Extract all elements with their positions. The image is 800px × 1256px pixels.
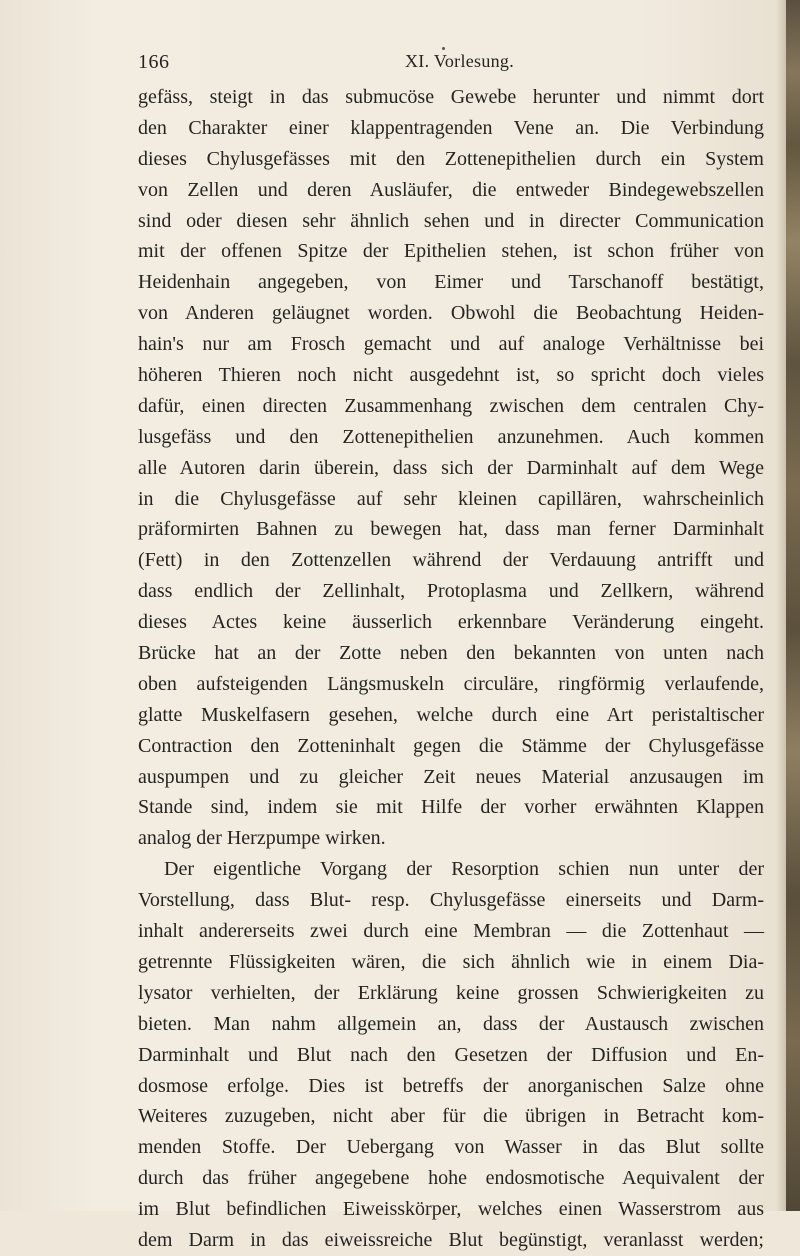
page-edge-shadow	[776, 0, 786, 1211]
text-line: in die Chylusgefässe auf sehr kleinen capillären, wahrscheinlich	[138, 487, 764, 510]
text-line: höheren Thieren noch nicht ausgedehnt ist, so spricht doch vieles	[138, 364, 764, 387]
text-line: bieten. Man nahm allgemein an, dass der Austausch zwischen	[138, 1012, 764, 1035]
page-number: 166	[138, 51, 170, 73]
text-line: getrennte Flüssigkeiten wären, die sich ähnlich wie in einem Dia-	[138, 950, 764, 973]
book-binding-edge	[786, 0, 800, 1211]
text-line: im Blut befindlichen Eiweisskörper, welches einen Wasserstrom aus	[138, 1198, 764, 1221]
text-line: Darminhalt und Blut nach den Gesetzen der Diffusion und En-	[138, 1043, 764, 1066]
text-line: durch das früher angegebene hohe endosmotische Aequivalent der	[138, 1167, 764, 1190]
running-head: XI. Vorlesung.	[405, 51, 515, 71]
text-line: glatte Muskelfasern gesehen, welche durch eine Art peristaltischer	[138, 703, 764, 726]
text-line: von Zellen und deren Ausläufer, die entweder Bindegewebszellen	[138, 178, 764, 201]
text-line: dem Darm in das eiweissreiche Blut begünstigt, veranlasst werden;	[138, 1228, 764, 1251]
text-line: präformirten Bahnen zu bewegen hat, dass man ferner Darminhalt	[138, 518, 764, 541]
text-line: dafür, einen directen Zusammenhang zwischen dem centralen Chy-	[138, 394, 764, 417]
text-line: Weiteres zuzugeben, nicht aber für die übrigen in Betracht kom-	[138, 1105, 764, 1128]
text-line: auspumpen und zu gleicher Zeit neues Material anzusaugen im	[138, 765, 764, 788]
text-line: alle Autoren darin überein, dass sich der Darminhalt auf dem Wege	[138, 456, 764, 479]
page-header	[0, 45, 780, 75]
text-line: von Anderen geläugnet worden. Obwohl die Beobachtung Heiden-	[138, 302, 764, 325]
text-line: lusgefäss und den Zottenepithelien anzunehmen. Auch kommen	[138, 425, 764, 448]
text-line: hain's nur am Frosch gemacht und auf analoge Verhältnisse bei	[138, 333, 764, 356]
paragraph-start-line: Der eigentliche Vorgang der Resorption schien nun unter der	[164, 858, 764, 881]
text-line: Vorstellung, dass Blut- resp. Chylusgefässe einerseits und Darm-	[138, 889, 764, 912]
text-line: gefäss, steigt in das submucöse Gewebe herunter und nimmt dort	[138, 86, 764, 108]
text-line: den Charakter einer klappentragenden Vene an. Die Verbindung	[138, 116, 764, 139]
text-line: inhalt andererseits zwei durch eine Membran — die Zottenhaut —	[138, 920, 764, 943]
text-line: dosmose erfolge. Dies ist betreffs der anorganischen Salze ohne	[138, 1074, 764, 1097]
text-line: sind oder diesen sehr ähnlich sehen und in directer Communication	[138, 209, 764, 232]
body-text	[138, 82, 764, 1256]
text-line: Contraction den Zotteninhalt gegen die Stämme der Chylusgefässe	[138, 734, 764, 757]
text-line: Brücke hat an der Zotte neben den bekannten von unten nach	[138, 642, 764, 665]
print-dot	[442, 47, 445, 50]
paragraph-end-line: analog der Herzpumpe wirken.	[138, 827, 386, 850]
text-line: lysator verhielten, der Erklärung keine grossen Schwierigkeiten zu	[138, 981, 764, 1004]
text-line: oben aufsteigenden Längsmuskeln circuläre, ringförmig verlaufende,	[138, 672, 764, 695]
text-line: Stande sind, indem sie mit Hilfe der vorher erwähnten Klappen	[138, 796, 764, 819]
text-line: dass endlich der Zellinhalt, Protoplasma und Zellkern, während	[138, 580, 764, 603]
text-line: (Fett) in den Zottenzellen während der Verdauung antrifft und	[138, 549, 764, 572]
text-line: menden Stoffe. Der Uebergang von Wasser in das Blut sollte	[138, 1136, 764, 1159]
text-line: Heidenhain angegeben, von Eimer und Tarschanoff bestätigt,	[138, 271, 764, 294]
text-line: dieses Actes keine äusserlich erkennbare Veränderung eingeht.	[138, 611, 764, 634]
text-line: dieses Chylusgefässes mit den Zottenepithelien durch ein System	[138, 147, 764, 170]
text-line: mit der offenen Spitze der Epithelien stehen, ist schon früher von	[138, 240, 764, 263]
